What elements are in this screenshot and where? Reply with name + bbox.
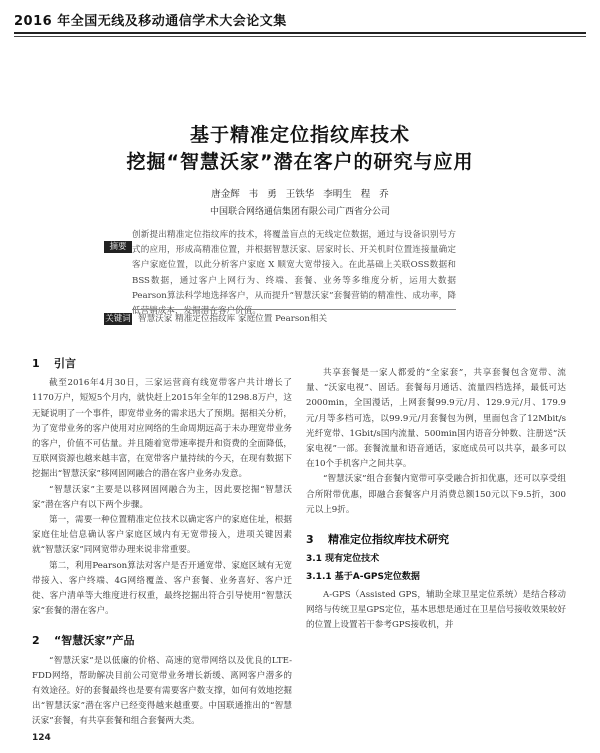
section-3-heading — [306, 532, 566, 547]
author-list: 唐金辉 韦 勇 王铁华 李明生 程 乔 — [211, 189, 389, 200]
section-2-paragraph-3: “智慧沃家”组合套餐内宽带可享受融合折扣优惠，还可以享受组合所附带优惠，即融合套餐客户月消费总额150元以下9.5折，300元以上9折。 — [306, 474, 566, 515]
section-1-heading — [32, 356, 292, 371]
running-header: 2016 年全国无线及移动通信学术大会论文集 — [14, 14, 287, 29]
subsection-3-1-1-heading: 3.1.1 基于A-GPS定位数据 — [306, 572, 420, 583]
section-1-paragraph-4: 第二，利用Pearson算法对客户是否开通宽带、家庭区域有无宽带接入、客户终端、4G网络覆盖、客户套餐、业务喜好、客户迁徙、客户清单等大维度进行权重，最终挖掘出符合引导使用“智慧沃家”套餐的潜在客户。 — [32, 560, 292, 617]
abstract-text: 创新提出精准定位指纹库的技术，将覆盖盲点的无线定位数据，通过与设备识别号方式的应用，形成高精准位置，并根据智慧沃家、居家时长、开关机时位置连接量确定客户家庭位置，以此分析客户家庭 X 顺宽大宽带接入。在此基础上关联OSS数据和BSS数据，通过客户上网行为、终端、套餐、业务等多维度分析，运用大数据Pearson算法科学地选择客户，从而提升“智慧沃家”套餐营销的精准性、成功率，降低营销成本，发掘潜在客户价值。 — [132, 230, 456, 317]
paper-title-line2: 挖掘“智慧沃家”潜在客户的研究与应用 — [126, 151, 474, 173]
right-column — [306, 366, 566, 633]
section-1-paragraph-3: 第一，需要一种位置精准定位技术以确定客户的家庭住址，根据家庭住址信息确认客户家庭区域内有无宽带接入，进项关键因素就“智慧沃家”同网宽带办理来说非常重要。 — [32, 515, 292, 556]
page-number: 124 — [32, 733, 51, 743]
keywords-text: 智慧沃家 精准定位指纹库 家庭位置 Pearson相关 — [138, 314, 328, 324]
section-2-paragraph-2: 共享套餐是一家人都爱的“全家套”，共享套餐包含宽带、流量、“沃家电视”、固话。套餐每月通话、流量四档选择，最低可达2000min，全国漫话，上网套餐99.9元/月、129.9元/月、179.9元/月等多档可选，以99.9元/月套餐包为例，里面包含了12Mbit/s光纤宽带、1Gbit/s国内流量、500min国内语音分钟数、注册送“沃家电视”一部。套餐流量和语音通话，家庭成员可以共享，最多可以在10个手机客户之间共享。 — [306, 368, 566, 470]
section-3-1-1-paragraph-1: A-GPS（Assisted GPS，辅助全球卫星定位系统）是结合移动网络与传统卫星GPS定位，基本思想是通过在卫星信号接收效果较好的位置上设置若干参考GPS接收机，并 — [306, 589, 566, 631]
section-2-paragraph-1: “智慧沃家”是以低廉的价格、高速的宽带网络以及优良的LTE-FDD网络，帮助解决目前公司宽带业务增长新缓、离网客户潜多的有效途径。好的套餐最终也是要有需要客户数支撑，如何有效地挖掘出“智慧沃家”潜在客户已经变得越来越重要。中国联通推出的“智慧沃家”套餐，有共享套餐和组合套餐两大类。 — [32, 655, 292, 727]
section-1-title: 引言 — [54, 357, 76, 370]
section-3-title: 精准定位指纹库技术研究 — [328, 533, 449, 547]
abstract-label: 摘要 — [104, 241, 132, 253]
subsection-3-1-heading: 3.1 现有定位技术 — [306, 554, 380, 565]
keywords-label: 关键词 — [105, 314, 131, 324]
header-rule — [14, 32, 586, 34]
left-column — [32, 356, 292, 730]
section-2-title: “智慧沃家”产品 — [54, 634, 135, 648]
header-rule-thin — [14, 36, 586, 37]
section-1-paragraph-2: “智慧沃家”主要是以移网固网融合为主，因此要挖掘“智慧沃家”潜在客户有以下两个步骤。 — [32, 484, 292, 510]
section-3-number: 3 — [306, 533, 314, 547]
section-1-number: 1 — [32, 357, 40, 370]
affiliation: 中国联合网络通信集团有限公司广西省分公司 — [209, 207, 390, 217]
paper-title-line1: 基于精准定位指纹库技术 — [189, 124, 410, 146]
keywords-divider — [132, 309, 456, 310]
section-2-number: 2 — [32, 634, 40, 648]
section-2-heading — [32, 633, 292, 648]
section-1-paragraph-1: 截至2016年4月30日，三家运营商有线宽带客户共计增长了1170万户，短短5个月内，就快赶上2015年全年的1298.8万户，这无疑说明了一个事件，即宽带业务的需求迅大了预期。据相关分析，为了宽带业务的客户使用对应网络的生命周期远高于未办理宽带业务的客户，价值不可估量。并且随着宽带速率提升和资费的全面降低，互联网资源也越来越丰富，在宽带客户量持续的今天，在现有数据下挖掘出“智慧沃家”移网固网融合的潜在客户业务办发意。 — [32, 378, 292, 480]
